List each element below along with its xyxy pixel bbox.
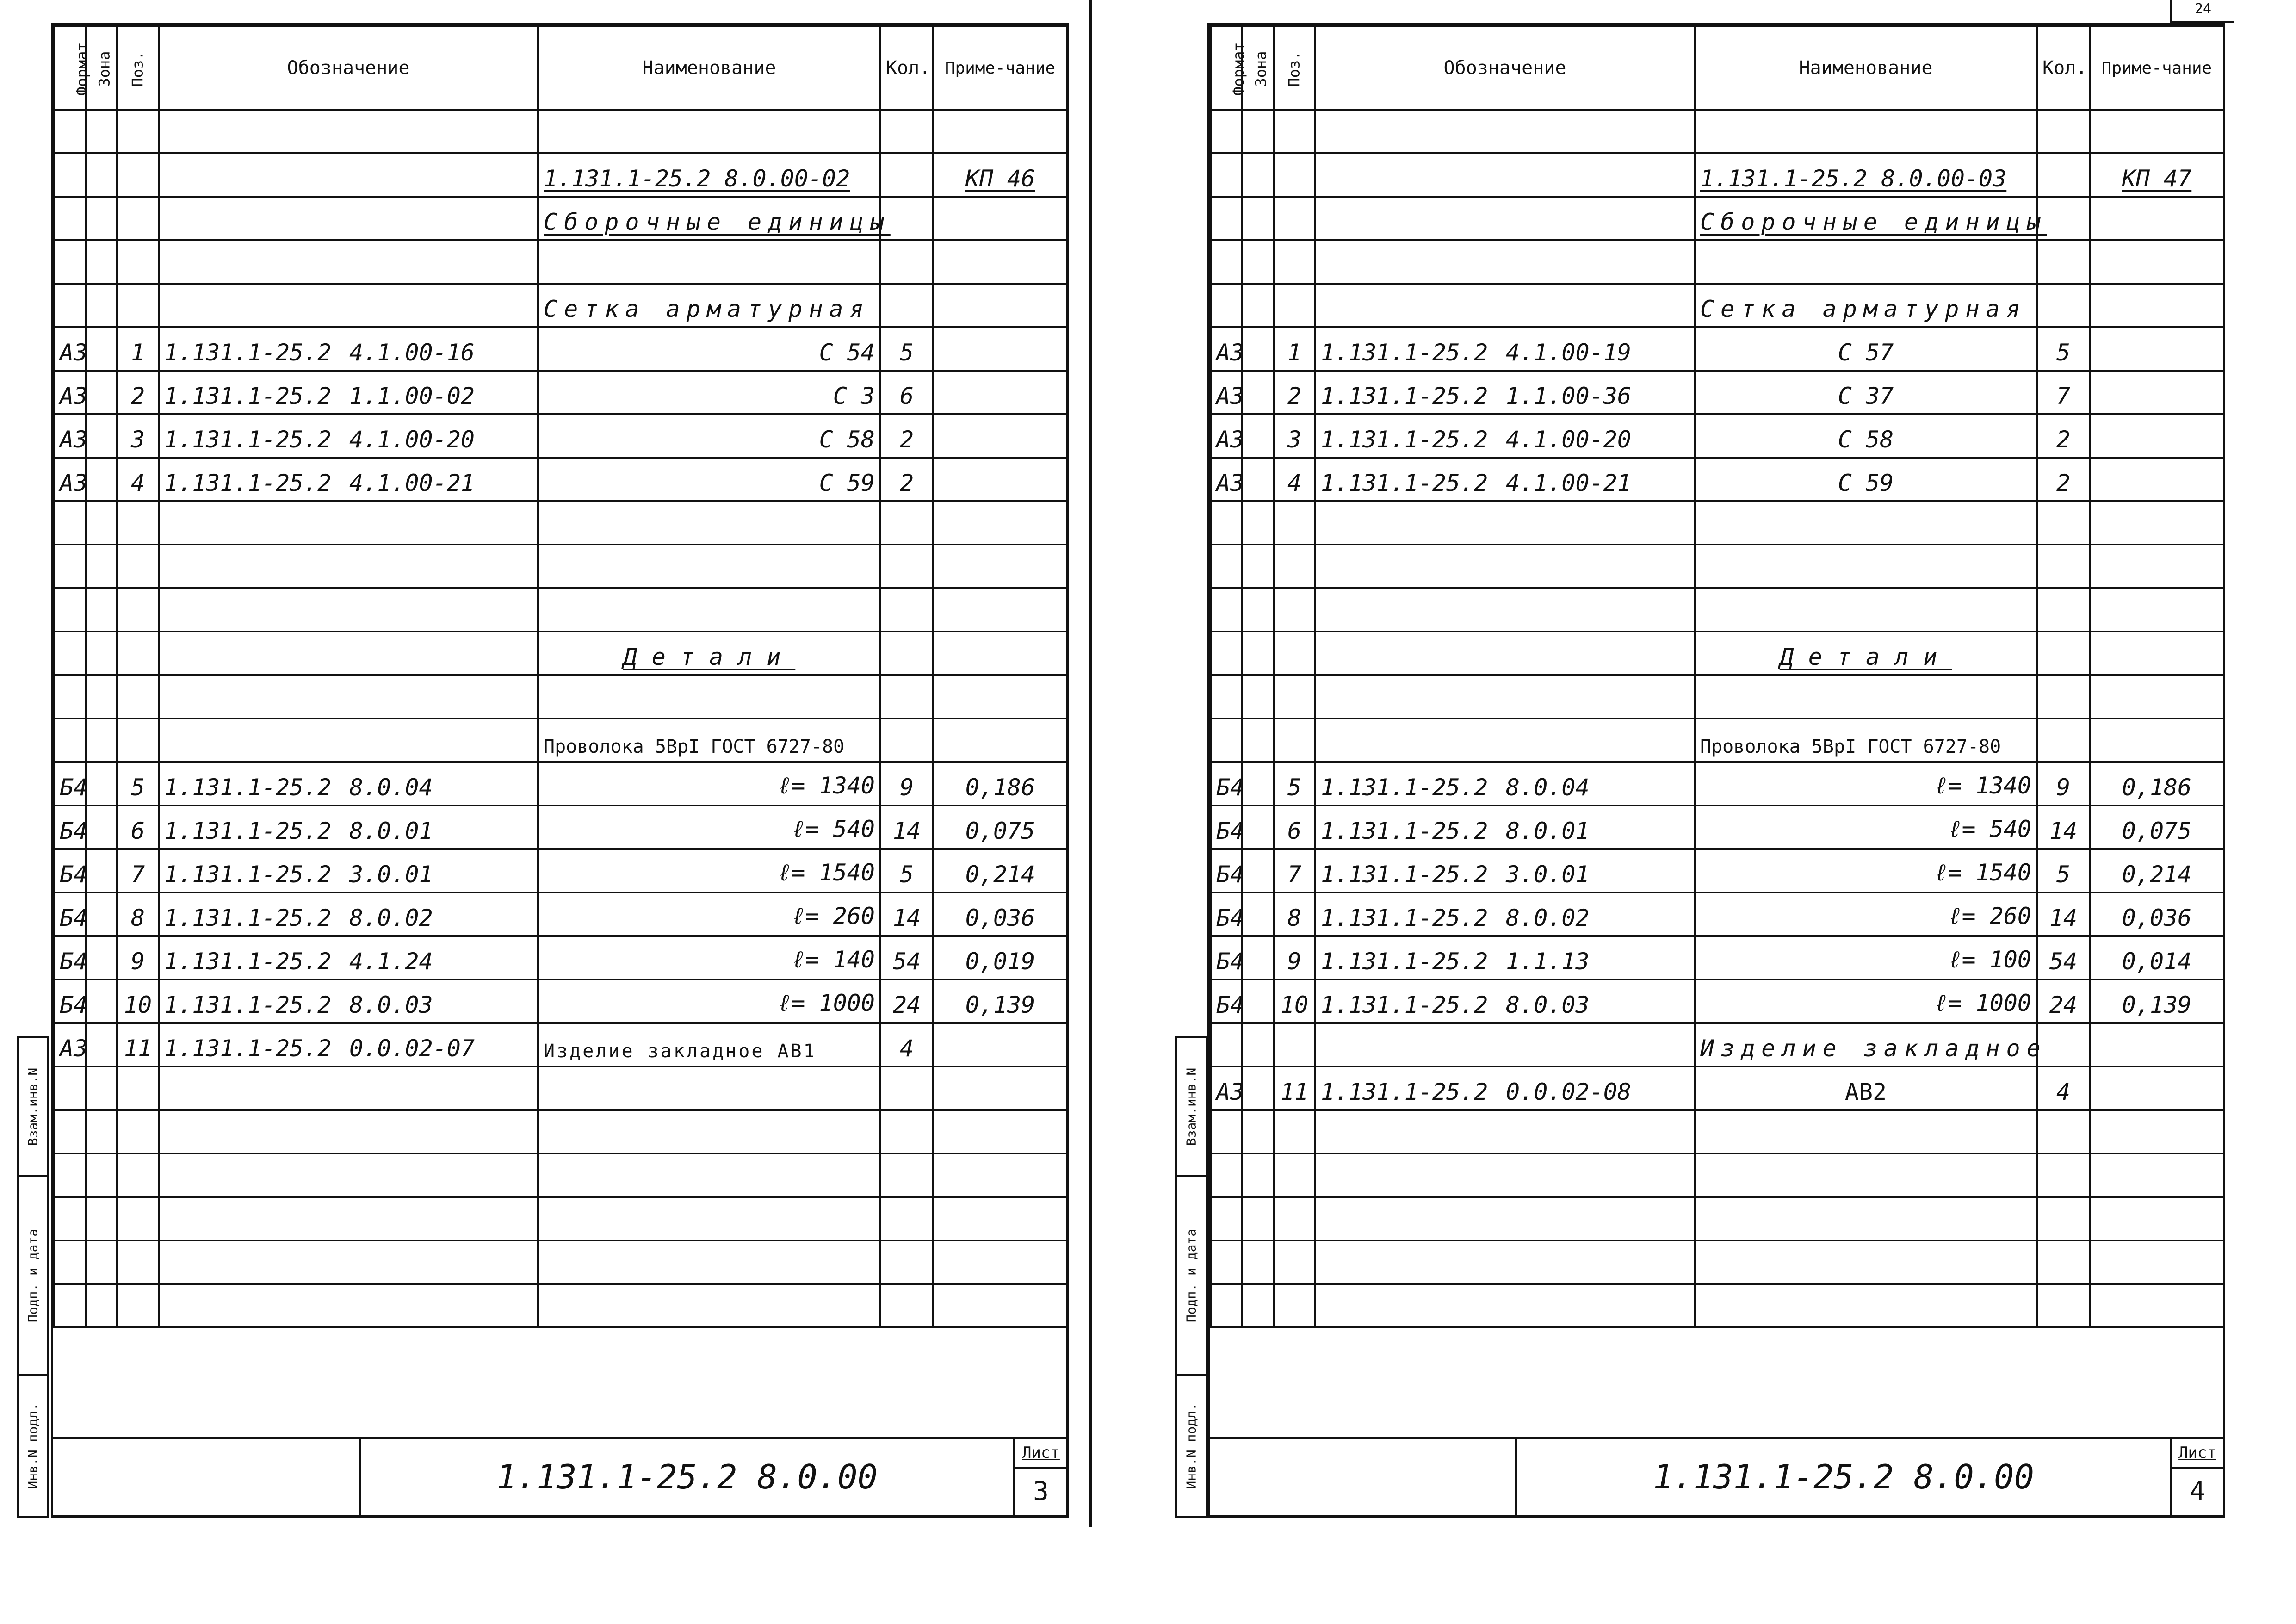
- col-header-format: Формат: [1211, 26, 1242, 110]
- doc-note: КП 47: [2090, 153, 2224, 197]
- table-row: А3 1 1.131.1-25.2 4.1.00-16 С 54 5: [54, 327, 1067, 371]
- sheet-label: Лист: [1015, 1439, 1066, 1469]
- mesh-row: [1211, 284, 2224, 327]
- table-row: [1211, 1110, 2224, 1153]
- title-code: 1.131.1-25.2 8.0.00: [1515, 1439, 2172, 1515]
- stamp-inv: Инв.N подл.: [1183, 1403, 1199, 1489]
- assembly-heading: Сборочные единицы: [538, 197, 880, 240]
- col-header-designation: Обозначение: [1315, 26, 1695, 110]
- title-block-right: [1210, 1437, 2223, 1515]
- doc-code-row: [1211, 153, 2224, 197]
- table-row: Б4 10 1.131.1-25.2 8.0.03 ℓ= 1000 24 0,139: [1211, 979, 2224, 1023]
- table-row: А3 11 1.131.1-25.2 0.0.02-07 Изделие закладное АВ1 4: [54, 1023, 1067, 1066]
- mesh-row: [54, 284, 1067, 327]
- table-row: А3 3 1.131.1-25.2 4.1.00-20 С 58 2: [1211, 414, 2224, 458]
- stamp-podp: Подп. и дата: [1177, 1177, 1206, 1376]
- wire-row: [1211, 719, 2224, 762]
- table-row: Б4 6 1.131.1-25.2 8.0.01 ℓ= 540 14 0,075: [1211, 806, 2224, 849]
- table-row: [1211, 545, 2224, 588]
- wire-label: Проволока 5ВрI ГОСТ 6727-80: [538, 719, 880, 762]
- col-header-pos: Поз.: [117, 26, 159, 110]
- title-code: 1.131.1-25.2 8.0.00: [359, 1439, 1015, 1515]
- sheet-label: Лист: [2172, 1439, 2223, 1469]
- wire-row: [54, 719, 1067, 762]
- table-row: [54, 1284, 1067, 1327]
- col-header-name: Наименование: [1695, 26, 2037, 110]
- doc-code: 1.131.1-25.2 8.0.00-03: [1695, 153, 2037, 197]
- details-heading: Детали: [538, 632, 880, 675]
- table-row: Б4 10 1.131.1-25.2 8.0.03 ℓ= 1000 24 0,139: [54, 979, 1067, 1023]
- table-row: [54, 1197, 1067, 1240]
- title-block-left: [53, 1437, 1066, 1515]
- sheet-number: 3: [1033, 1476, 1049, 1506]
- section-row: [54, 197, 1067, 240]
- table-row: [54, 675, 1067, 719]
- table-row: [1211, 110, 2224, 153]
- table-row: А3 2 1.131.1-25.2 1.1.00-36 С 37 7: [1211, 371, 2224, 414]
- col-header-format: Формат: [54, 26, 86, 110]
- spec-sheet-right: [1207, 23, 2225, 1518]
- details-heading-row: [1211, 632, 2224, 675]
- wire-label: Проволока 5ВрI ГОСТ 6727-80: [1695, 719, 2037, 762]
- sheet-number-box: [2172, 1439, 2223, 1515]
- doc-note: КП 46: [933, 153, 1067, 197]
- table-row: Б4 5 1.131.1-25.2 8.0.04 ℓ= 1340 9 0,186: [1211, 762, 2224, 806]
- table-row: Б4 6 1.131.1-25.2 8.0.01 ℓ= 540 14 0,075: [54, 806, 1067, 849]
- stamp-inv: Инв.N подл.: [25, 1403, 41, 1489]
- table-row: [54, 545, 1067, 588]
- table-row: [1211, 1240, 2224, 1284]
- doc-code: 1.131.1-25.2 8.0.00-02: [538, 153, 880, 197]
- spec-table-left: [53, 25, 1068, 1328]
- table-row: [54, 588, 1067, 632]
- page-divider: [1089, 0, 1092, 1527]
- col-header-pos: Поз.: [1274, 26, 1315, 110]
- col-header-note: Приме-чание: [933, 26, 1067, 110]
- details-heading-row: [54, 632, 1067, 675]
- corner-page-tab: 24: [2170, 0, 2234, 23]
- table-row: [54, 110, 1067, 153]
- table-row: [1211, 240, 2224, 284]
- table-row: [54, 1240, 1067, 1284]
- table-row: [1211, 1197, 2224, 1240]
- side-stamp-left: [17, 1036, 49, 1518]
- side-stamp-right: [1175, 1036, 1207, 1518]
- table-row: А3 1 1.131.1-25.2 4.1.00-19 С 57 5: [1211, 327, 2224, 371]
- table-row: [54, 240, 1067, 284]
- table-row: Б4 8 1.131.1-25.2 8.0.02 ℓ= 260 14 0,036: [1211, 893, 2224, 936]
- table-row: Б4 9 1.131.1-25.2 1.1.13 ℓ= 100 54 0,014: [1211, 936, 2224, 979]
- table-header-row: [1211, 26, 2224, 110]
- section-row: [1211, 197, 2224, 240]
- col-header-designation: Обозначение: [159, 26, 538, 110]
- embedded-label: Изделие закладное: [1695, 1023, 2037, 1066]
- col-header-qty: Кол.: [880, 26, 933, 110]
- table-row: [54, 1153, 1067, 1197]
- stamp-vzam: Взам.инв.N: [19, 1038, 47, 1177]
- table-row: А3 4 1.131.1-25.2 4.1.00-21 С 59 2: [54, 458, 1067, 501]
- table-row: Б4 7 1.131.1-25.2 3.0.01 ℓ= 1540 5 0,214: [1211, 849, 2224, 893]
- spec-sheet-left: [51, 23, 1069, 1518]
- table-row: [1211, 1153, 2224, 1197]
- col-header-qty: Кол.: [2037, 26, 2090, 110]
- table-row: А3 4 1.131.1-25.2 4.1.00-21 С 59 2: [1211, 458, 2224, 501]
- table-row: [1211, 501, 2224, 545]
- table-row: А3 11 1.131.1-25.2 0.0.02-08 АВ2 4: [1211, 1066, 2224, 1110]
- table-row: Б4 8 1.131.1-25.2 8.0.02 ℓ= 260 14 0,036: [54, 893, 1067, 936]
- details-heading: Детали: [1695, 632, 2037, 675]
- table-row: [54, 1066, 1067, 1110]
- table-row: Б4 7 1.131.1-25.2 3.0.01 ℓ= 1540 5 0,214: [54, 849, 1067, 893]
- table-row: [1211, 675, 2224, 719]
- embedded-label-row: [1211, 1023, 2224, 1066]
- table-row: [54, 1110, 1067, 1153]
- doc-code-row: [54, 153, 1067, 197]
- col-header-zone: Зона: [1242, 26, 1274, 110]
- sheet-number-box: [1015, 1439, 1066, 1515]
- col-header-note: Приме-чание: [2090, 26, 2224, 110]
- table-row: [1211, 588, 2224, 632]
- table-header-row: [54, 26, 1067, 110]
- table-row: А3 2 1.131.1-25.2 1.1.00-02 С 3 6: [54, 371, 1067, 414]
- table-row: [1211, 1284, 2224, 1327]
- mesh-label: Сетка арматурная: [538, 284, 880, 327]
- table-row: Б4 5 1.131.1-25.2 8.0.04 ℓ= 1340 9 0,186: [54, 762, 1067, 806]
- mesh-label: Сетка арматурная: [1695, 284, 2037, 327]
- table-row: [54, 501, 1067, 545]
- col-header-name: Наименование: [538, 26, 880, 110]
- stamp-vzam: Взам.инв.N: [1177, 1038, 1206, 1177]
- table-row: А3 3 1.131.1-25.2 4.1.00-20 С 58 2: [54, 414, 1067, 458]
- stamp-podp: Подп. и дата: [19, 1177, 47, 1376]
- sheet-number: 4: [2190, 1476, 2205, 1506]
- assembly-heading: Сборочные единицы: [1695, 197, 2037, 240]
- col-header-zone: Зона: [86, 26, 117, 110]
- table-row: Б4 9 1.131.1-25.2 4.1.24 ℓ= 140 54 0,019: [54, 936, 1067, 979]
- spec-table-right: [1210, 25, 2225, 1328]
